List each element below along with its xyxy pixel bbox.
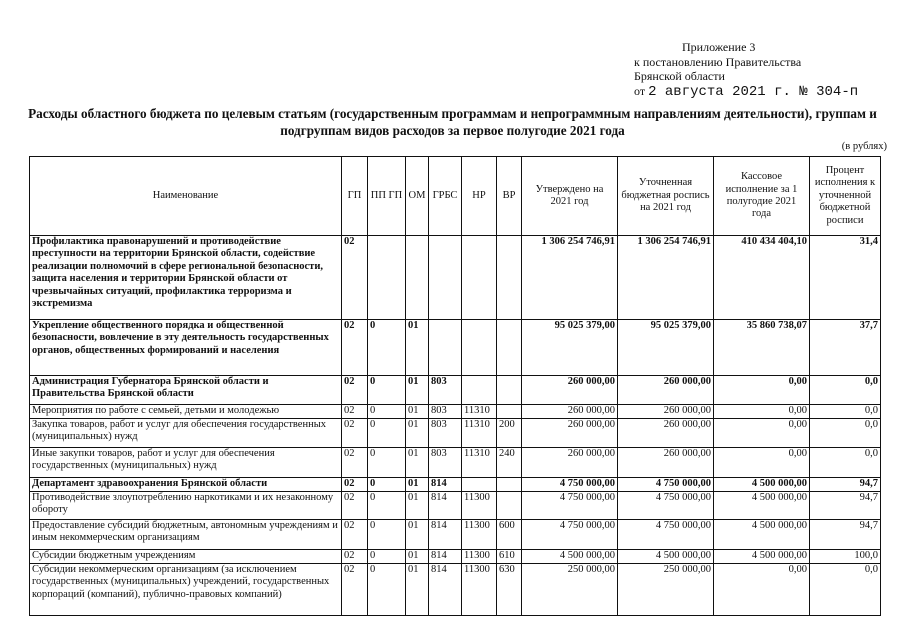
col-header-approved: Утверждено на 2021 год [522,157,618,236]
cell-ppgp: 0 [368,478,406,492]
cell-gp: 02 [342,376,368,405]
cell-vr [497,478,522,492]
table-row [30,376,881,405]
cell-approved: 260 000,00 [522,376,618,405]
cell-om: 01 [406,478,429,492]
cell-approved: 260 000,00 [522,405,618,419]
cell-om: 01 [406,564,429,616]
date-value: 2 августа 2021 г. № 304-п [648,83,859,100]
cell-percent: 0,0 [810,405,881,419]
cell-vr [497,236,522,320]
cell-approved: 260 000,00 [522,448,618,478]
cell-nr: 11300 [462,564,497,616]
table-header-row [30,157,881,236]
cell-vr: 600 [497,520,522,550]
cell-grbs: 803 [429,405,462,419]
cell-name: Профилактика правонарушений и противодействие преступности на территории Брянской области, содействие реализации полномочий в сфере региональной безопасности, защита населения и территории Брянской области от чрезвычайных ситуаций, профилактика терроризма и экстремизма [30,236,342,320]
cell-nr: 11300 [462,550,497,564]
cell-cash: 0,00 [714,419,810,448]
cell-name: Закупка товаров, работ и услуг для обеспечения государственных (муниципальных) нужд [30,419,342,448]
cell-name: Департамент здравоохранения Брянской области [30,478,342,492]
cell-approved: 4 750 000,00 [522,478,618,492]
table-row [30,564,881,616]
units-label: (в рублях) [841,141,887,152]
cell-cash: 35 860 738,07 [714,320,810,376]
cell-vr [497,405,522,419]
cell-grbs: 814 [429,564,462,616]
cell-nr [462,320,497,376]
cell-gp: 02 [342,320,368,376]
cell-nr [462,236,497,320]
cell-grbs: 803 [429,419,462,448]
col-header-ppgp: ПП ГП [368,157,406,236]
cell-ppgp: 0 [368,520,406,550]
cell-refined: 260 000,00 [618,405,714,419]
cell-nr [462,478,497,492]
cell-gp: 02 [342,236,368,320]
cell-gp: 02 [342,564,368,616]
cell-gp: 02 [342,550,368,564]
cell-cash: 4 500 000,00 [714,550,810,564]
cell-grbs: 803 [429,448,462,478]
cell-vr: 610 [497,550,522,564]
cell-name: Администрация Губернатора Брянской области и Правительства Брянской области [30,376,342,405]
cell-percent: 94,7 [810,478,881,492]
cell-percent: 0,0 [810,419,881,448]
table-row [30,478,881,492]
cell-refined: 260 000,00 [618,448,714,478]
table-row [30,320,881,376]
cell-ppgp [368,236,406,320]
date-prefix: от [634,83,646,98]
cell-ppgp: 0 [368,405,406,419]
region-name: Брянской области [634,69,725,83]
cell-gp: 02 [342,520,368,550]
cell-approved: 4 500 000,00 [522,550,618,564]
cell-name: Противодействие злоупотреблению наркотиками и их незаконному обороту [30,492,342,520]
table-row [30,492,881,520]
col-header-om: ОМ [406,157,429,236]
cell-vr [497,492,522,520]
cell-grbs: 814 [429,478,462,492]
cell-om: 01 [406,520,429,550]
cell-percent: 0,0 [810,564,881,616]
cell-ppgp: 0 [368,550,406,564]
decree-date [634,84,858,100]
table-row [30,550,881,564]
cell-ppgp: 0 [368,320,406,376]
col-header-grbs: ГРБС [429,157,462,236]
col-header-name: Наименование [30,157,342,236]
cell-approved: 1 306 254 746,91 [522,236,618,320]
cell-approved: 4 750 000,00 [522,520,618,550]
cell-cash: 0,00 [714,564,810,616]
table-row [30,448,881,478]
cell-cash: 0,00 [714,376,810,405]
col-header-nr: НР [462,157,497,236]
cell-om: 01 [406,405,429,419]
cell-om [406,236,429,320]
cell-om: 01 [406,492,429,520]
col-header-vr: ВР [497,157,522,236]
cell-cash: 0,00 [714,405,810,419]
cell-name: Мероприятия по работе с семьей, детьми и молодежью [30,405,342,419]
cell-gp: 02 [342,478,368,492]
expenses-table [29,156,881,616]
cell-grbs: 803 [429,376,462,405]
cell-grbs: 814 [429,550,462,564]
cell-approved: 260 000,00 [522,419,618,448]
cell-name: Укрепление общественного порядка и общественной безопасности, вовлечение в эту деятельность государственных органов, общественных формирований и населения [30,320,342,376]
cell-nr: 11310 [462,419,497,448]
cell-name: Предоставление субсидий бюджетным, автономным учреждениям и иным некоммерческим организациям [30,520,342,550]
cell-gp: 02 [342,405,368,419]
cell-approved: 95 025 379,00 [522,320,618,376]
cell-vr [497,320,522,376]
cell-approved: 4 750 000,00 [522,492,618,520]
cell-name: Иные закупки товаров, работ и услуг для обеспечения государственных (муниципальных) нужд [30,448,342,478]
cell-grbs [429,236,462,320]
cell-vr: 200 [497,419,522,448]
col-header-gp: ГП [342,157,368,236]
cell-vr [497,376,522,405]
cell-refined: 250 000,00 [618,564,714,616]
cell-name: Субсидии бюджетным учреждениям [30,550,342,564]
cell-ppgp: 0 [368,448,406,478]
cell-gp: 02 [342,448,368,478]
cell-nr: 11300 [462,492,497,520]
cell-gp: 02 [342,492,368,520]
cell-om: 01 [406,550,429,564]
cell-om: 01 [406,419,429,448]
cell-vr: 240 [497,448,522,478]
document-header [634,40,858,99]
col-header-percent: Процент исполнения к уточненной бюджетной росписи [810,157,881,236]
cell-percent: 0,0 [810,376,881,405]
cell-approved: 250 000,00 [522,564,618,616]
table-row [30,236,881,320]
cell-percent: 0,0 [810,448,881,478]
cell-vr: 630 [497,564,522,616]
cell-ppgp: 0 [368,564,406,616]
cell-nr: 11310 [462,405,497,419]
cell-cash: 4 500 000,00 [714,478,810,492]
cell-refined: 260 000,00 [618,376,714,405]
cell-nr: 11300 [462,520,497,550]
cell-refined: 4 750 000,00 [618,478,714,492]
col-header-cash: Кассовое исполнение за 1 полугодие 2021 года [714,157,810,236]
cell-percent: 37,7 [810,320,881,376]
document-title: Расходы областного бюджета по целевым статьям (государственным программам и непрограммным направлениям деятельности), группам и подгруппам видов расходов за первое полугодие 2021 года [28,106,877,138]
table-row [30,419,881,448]
cell-refined: 4 750 000,00 [618,492,714,520]
cell-nr [462,376,497,405]
cell-cash: 0,00 [714,448,810,478]
cell-grbs: 814 [429,520,462,550]
cell-name: Субсидии некоммерческим организациям (за исключением государственных (муниципальных) учреждений, государственных корпораций (компаний), публично-правовых компаний) [30,564,342,616]
cell-om: 01 [406,448,429,478]
table-row [30,520,881,550]
cell-percent: 100,0 [810,550,881,564]
cell-grbs: 814 [429,492,462,520]
cell-percent: 94,7 [810,520,881,550]
cell-refined: 260 000,00 [618,419,714,448]
cell-cash: 410 434 404,10 [714,236,810,320]
table-row [30,405,881,419]
col-header-refined: Уточненная бюджетная роспись на 2021 год [618,157,714,236]
cell-grbs [429,320,462,376]
cell-cash: 4 500 000,00 [714,520,810,550]
cell-ppgp: 0 [368,419,406,448]
cell-gp: 02 [342,419,368,448]
cell-ppgp: 0 [368,376,406,405]
cell-percent: 94,7 [810,492,881,520]
cell-nr: 11310 [462,448,497,478]
cell-refined: 4 500 000,00 [618,550,714,564]
cell-cash: 4 500 000,00 [714,492,810,520]
decree-reference: к постановлению Правительства [634,54,802,69]
cell-percent: 31,4 [810,236,881,320]
cell-ppgp: 0 [368,492,406,520]
cell-refined: 1 306 254 746,91 [618,236,714,320]
cell-om: 01 [406,376,429,405]
cell-refined: 95 025 379,00 [618,320,714,376]
cell-refined: 4 750 000,00 [618,520,714,550]
appendix-label: Приложение 3 [682,40,756,54]
cell-om: 01 [406,320,429,376]
